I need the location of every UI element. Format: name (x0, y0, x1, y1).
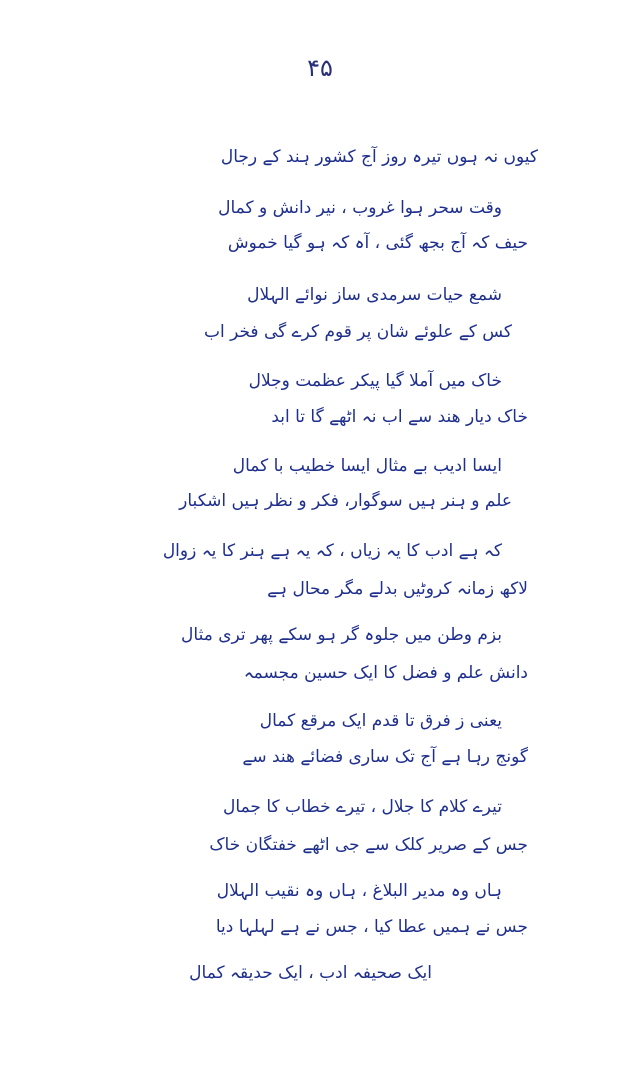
poem-line: جس کے صریر کلک سے جی اٹھے خفتگان خاک (209, 835, 528, 855)
poem-line: ایسا ادیب بے مثال ایسا خطیب با کمال (232, 456, 502, 476)
poem-line: جس نے ہمیں عطا کیا ، جس نے ہے لہلہا دیا (215, 917, 528, 937)
poem-line: دانش علم و فضل کا ایک حسین مجسمہ (243, 663, 528, 683)
poem-line: کیوں نہ ہوں تیرہ روز آج کشور ہند کے رجال (220, 147, 538, 167)
poem-line: وقت سحر ہوا غروب ، نیر دانش و کمال (218, 198, 502, 218)
poem-line: خاک دیار ھند سے اب نہ اٹھے گا تا ابد (271, 407, 528, 427)
poem-line: علم و ہنر ہیں سوگوار، فکر و نظر ہیں اشکبار (179, 491, 512, 511)
poem-line: تیرے کلام کا جلال ، تیرے خطاب کا جمال (223, 797, 502, 817)
poem-line: خاک میں آملا گیا پیکر عظمت وجلال (248, 371, 502, 391)
poem-line: کس کے علوئے شان پر قوم کرے گی فخر اب (203, 322, 512, 342)
poem-line: ہاں وہ مدیر البلاغ ، ہاں وہ نقیب الہلال (216, 881, 502, 901)
poem-line: ایک صحیفہ ادب ، ایک حدیقہ کمال (189, 963, 432, 983)
poem-line: شمع حیات سرمدی ساز نوائے الہلال (247, 285, 502, 305)
poem-line: بزم وطن میں جلوہ گر ہو سکے پھر تری مثال (181, 625, 502, 645)
page-number: ۴۵ (307, 54, 333, 82)
poem-line: کہ ہے ادب کا یہ زیاں ، کہ یہ ہے ہنر کا یہ زوال (162, 541, 502, 561)
poem-line: حیف کہ آج بجھ گئی ، آہ کہ ہو گیا خموش (227, 233, 528, 253)
poem-line: گونج رہا ہے آج تک ساری فضائے ھند سے (242, 747, 528, 767)
poem-line: لاکھ زمانہ کروٹیں بدلے مگر محال ہے (267, 579, 528, 599)
poem-line: یعنی ز فرق تا قدم ایک مرقع کمال (259, 711, 502, 731)
